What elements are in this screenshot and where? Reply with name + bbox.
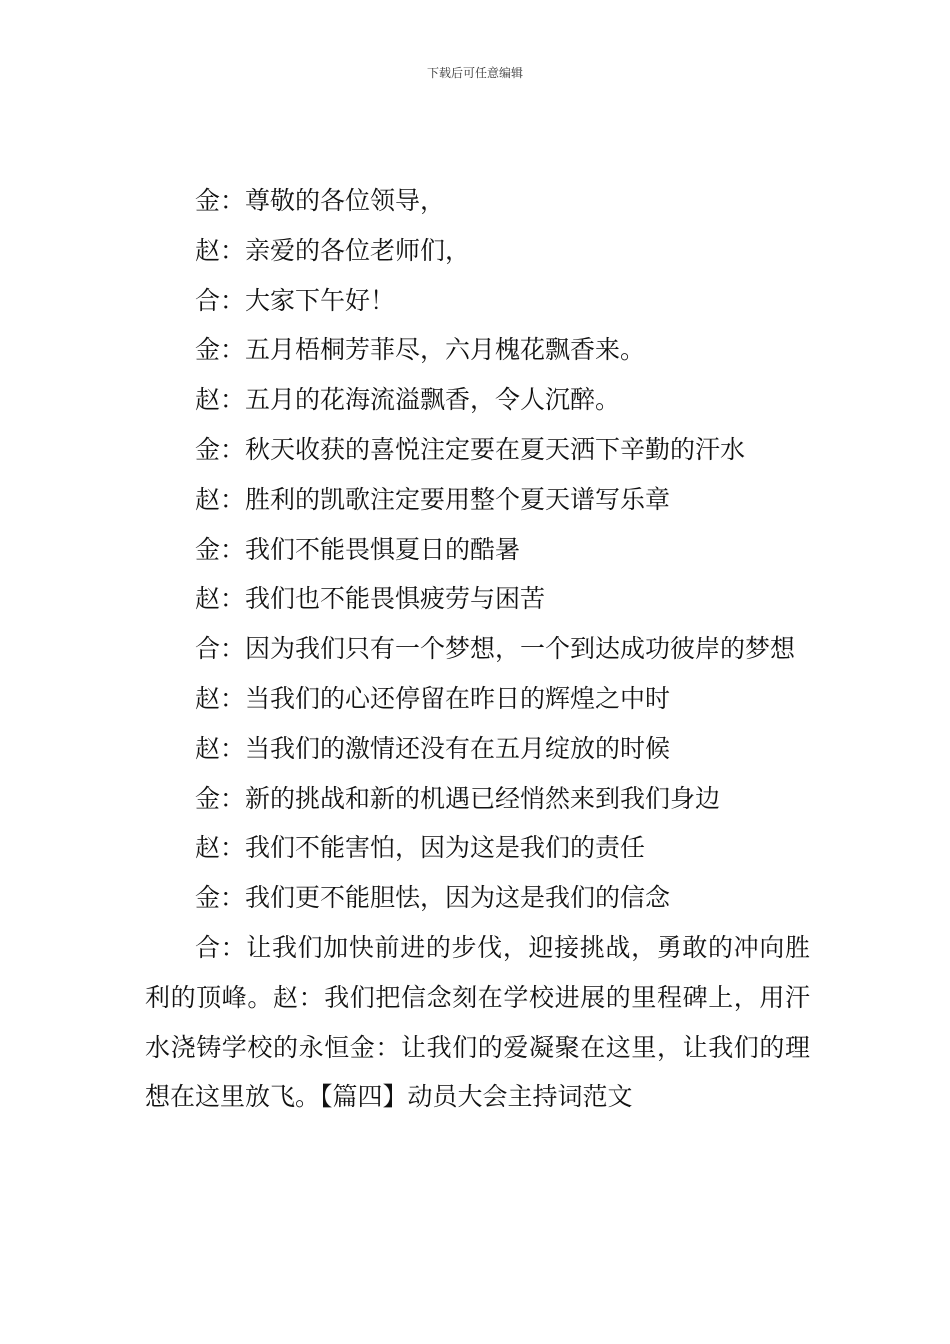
paragraph: 合：大家下午好！ [195,285,396,315]
paragraph: 赵：我们不能害怕，因为这是我们的责任 [195,833,646,863]
paragraph: 赵：五月的花海流溢飘香，令人沉醉。 [195,385,621,415]
page-header-note: 下载后可任意编辑 [426,66,523,80]
paragraph: 赵：我们也不能畏惧疲劳与困苦 [195,584,546,614]
paragraph: 金：我们不能畏惧夏日的酷暑 [195,534,521,564]
paragraph: 金：新的挑战和新的机遇已经悄然来到我们身边 [195,783,721,813]
paragraph: 金：尊敬的各位领导， [195,186,446,215]
paragraph: 赵：当我们的激情还没有在五月绽放的时候 [195,733,671,763]
paragraph: 赵：当我们的心还停留在昨日的辉煌之中时 [195,683,671,713]
paragraph: 金：五月梧桐芳菲尽，六月槐花飘香来。 [195,335,646,365]
paragraph: 赵：亲爱的各位老师们， [195,235,471,265]
document-body [145,176,810,1122]
paragraph: 合：让我们加快前进的步伐，迎接挑战，勇敢的冲向胜利的顶峰。赵：我们把信念刻在学校进展的里程碑上，用汗水浇铸学校的永恒金：让我们的爱凝聚在这里，让我们的理想在这里放飞。【篇四】动员大会主持词范文 [145,932,810,1112]
paragraph: 赵：胜利的凯歌注定要用整个夏天谱写乐章 [195,484,671,514]
paragraph: 合：因为我们只有一个梦想，一个到达成功彼岸的梦想 [195,634,796,664]
paragraph: 金：秋天收获的喜悦注定要在夏天洒下辛勤的汗水 [195,434,746,464]
paragraph: 金：我们更不能胆怯，因为这是我们的信念 [195,883,671,913]
